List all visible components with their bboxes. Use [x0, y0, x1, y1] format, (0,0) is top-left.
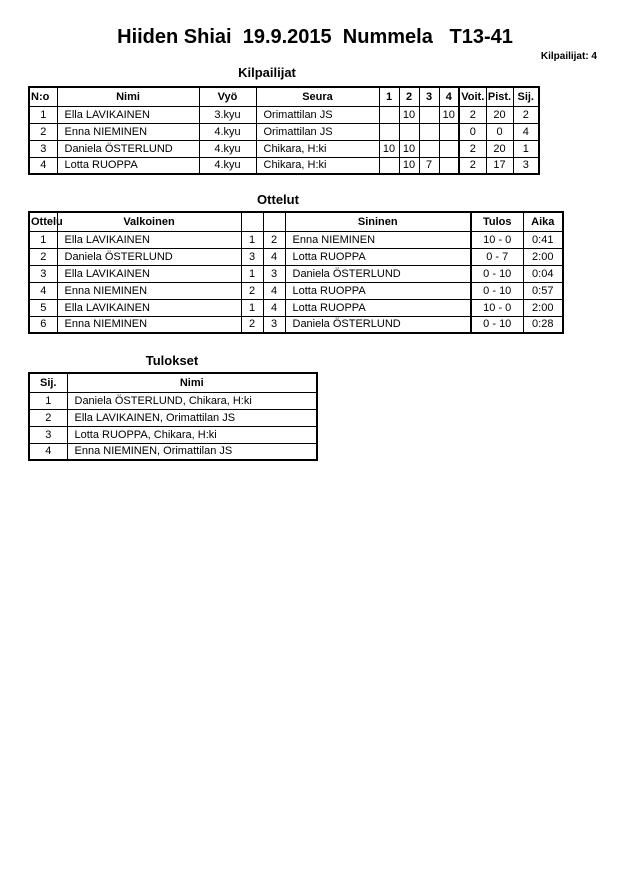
cell-no: 2 [29, 123, 57, 140]
cell-white-number: 2 [241, 282, 263, 299]
cell-round4: 10 [439, 106, 459, 123]
ottelut-row [29, 265, 563, 282]
cell-sij: 1 [513, 140, 539, 157]
cell-round4 [439, 140, 459, 157]
cell-valkoinen: Ella LAVIKAINEN [57, 265, 241, 282]
kilpailijat-section-heading: Kilpailijat [238, 65, 296, 80]
cell-voit: 2 [459, 140, 486, 157]
col-header-voit: Voit. [459, 87, 486, 106]
ottelut-row [29, 231, 563, 248]
col-header-valkoinen: Valkoinen [57, 212, 241, 231]
cell-sij: 4 [29, 443, 67, 460]
tulokset-row [29, 443, 317, 460]
cell-sij: 2 [29, 409, 67, 426]
ottelut-table [28, 211, 564, 334]
cell-nimi: Daniela ÖSTERLUND, Chikara, H:ki [67, 392, 317, 409]
cell-valkoinen: Daniela ÖSTERLUND [57, 248, 241, 265]
col-header-round4: 4 [439, 87, 459, 106]
col-header-aika: Aika [523, 212, 563, 231]
cell-ottelu: 3 [29, 265, 57, 282]
tulokset-row [29, 409, 317, 426]
col-header-round1: 1 [379, 87, 399, 106]
cell-sininen: Lotta RUOPPA [285, 299, 471, 316]
cell-sij: 3 [513, 157, 539, 174]
cell-no: 3 [29, 140, 57, 157]
ottelut-section-heading: Ottelut [257, 192, 299, 207]
cell-ottelu: 5 [29, 299, 57, 316]
cell-round1: 10 [379, 140, 399, 157]
cell-valkoinen: Enna NIEMINEN [57, 316, 241, 333]
kilpailijat-row [29, 140, 539, 157]
cell-sininen: Daniela ÖSTERLUND [285, 316, 471, 333]
competitors-count-label: Kilpailijat: 4 [540, 51, 597, 62]
col-header-round2: 2 [399, 87, 419, 106]
cell-aika: 2:00 [523, 248, 563, 265]
cell-ottelu: 1 [29, 231, 57, 248]
cell-nimi: Ella LAVIKAINEN [57, 106, 199, 123]
cell-tulos: 10 - 0 [471, 231, 523, 248]
cell-tulos: 0 - 7 [471, 248, 523, 265]
cell-blue-number: 4 [263, 282, 285, 299]
ottelut-row [29, 248, 563, 265]
kilpailijat-header-row [29, 87, 539, 106]
ottelut-header-row [29, 212, 563, 231]
cell-vyo: 4.kyu [199, 123, 256, 140]
cell-pist: 0 [486, 123, 513, 140]
cell-nimi: Lotta RUOPPA, Chikara, H:ki [67, 426, 317, 443]
cell-round3 [419, 106, 439, 123]
cell-white-number: 1 [241, 231, 263, 248]
cell-nimi: Enna NIEMINEN [57, 123, 199, 140]
kilpailijat-row [29, 123, 539, 140]
col-header-blue-number [263, 212, 285, 231]
ottelut-row [29, 282, 563, 299]
cell-blue-number: 3 [263, 265, 285, 282]
kilpailijat-row [29, 157, 539, 174]
cell-nimi: Lotta RUOPPA [57, 157, 199, 174]
cell-white-number: 2 [241, 316, 263, 333]
cell-valkoinen: Ella LAVIKAINEN [57, 231, 241, 248]
cell-voit: 2 [459, 106, 486, 123]
cell-blue-number: 3 [263, 316, 285, 333]
cell-aika: 0:04 [523, 265, 563, 282]
cell-voit: 0 [459, 123, 486, 140]
col-header-nimi: Nimi [57, 87, 199, 106]
cell-round2 [399, 123, 419, 140]
cell-vyo: 4.kyu [199, 157, 256, 174]
cell-tulos: 0 - 10 [471, 265, 523, 282]
cell-nimi: Daniela ÖSTERLUND [57, 140, 199, 157]
cell-round3 [419, 123, 439, 140]
col-header-sininen: Sininen [285, 212, 471, 231]
tulokset-row [29, 392, 317, 409]
col-header-tulos: Tulos [471, 212, 523, 231]
col-header-round3: 3 [419, 87, 439, 106]
col-header-ottelu: Ottelu [29, 212, 57, 231]
cell-valkoinen: Enna NIEMINEN [57, 282, 241, 299]
cell-blue-number: 4 [263, 248, 285, 265]
cell-pist: 17 [486, 157, 513, 174]
cell-white-number: 1 [241, 265, 263, 282]
cell-nimi: Enna NIEMINEN, Orimattilan JS [67, 443, 317, 460]
cell-round1 [379, 123, 399, 140]
cell-ottelu: 2 [29, 248, 57, 265]
cell-aika: 0:41 [523, 231, 563, 248]
col-header-sij: Sij. [29, 373, 67, 392]
cell-nimi: Ella LAVIKAINEN, Orimattilan JS [67, 409, 317, 426]
cell-sij: 1 [29, 392, 67, 409]
cell-blue-number: 4 [263, 299, 285, 316]
cell-pist: 20 [486, 140, 513, 157]
cell-round4 [439, 123, 459, 140]
cell-aika: 0:28 [523, 316, 563, 333]
cell-sij: 4 [513, 123, 539, 140]
col-header-white-number [241, 212, 263, 231]
kilpailijat-table [28, 86, 540, 175]
cell-aika: 2:00 [523, 299, 563, 316]
cell-round1 [379, 157, 399, 174]
cell-vyo: 4.kyu [199, 140, 256, 157]
col-header-sij: Sij. [513, 87, 539, 106]
cell-tulos: 10 - 0 [471, 299, 523, 316]
cell-pist: 20 [486, 106, 513, 123]
cell-valkoinen: Ella LAVIKAINEN [57, 299, 241, 316]
cell-voit: 2 [459, 157, 486, 174]
cell-round3 [419, 140, 439, 157]
cell-seura: Chikara, H:ki [256, 157, 379, 174]
cell-ottelu: 6 [29, 316, 57, 333]
cell-seura: Chikara, H:ki [256, 140, 379, 157]
cell-round2: 10 [399, 106, 419, 123]
cell-sininen: Lotta RUOPPA [285, 282, 471, 299]
cell-blue-number: 2 [263, 231, 285, 248]
tulokset-table [28, 372, 318, 461]
cell-sininen: Enna NIEMINEN [285, 231, 471, 248]
cell-no: 4 [29, 157, 57, 174]
kilpailijat-row [29, 106, 539, 123]
page-title: Hiiden Shiai 19.9.2015 Nummela T13-41 [117, 26, 513, 48]
ottelut-row [29, 316, 563, 333]
col-header-seura: Seura [256, 87, 379, 106]
cell-sininen: Daniela ÖSTERLUND [285, 265, 471, 282]
ottelut-row [29, 299, 563, 316]
cell-white-number: 3 [241, 248, 263, 265]
cell-round1 [379, 106, 399, 123]
col-header-nimi: Nimi [67, 373, 317, 392]
cell-round2: 10 [399, 140, 419, 157]
tulokset-header-row [29, 373, 317, 392]
cell-white-number: 1 [241, 299, 263, 316]
cell-tulos: 0 - 10 [471, 316, 523, 333]
cell-no: 1 [29, 106, 57, 123]
cell-sij: 2 [513, 106, 539, 123]
cell-round2: 10 [399, 157, 419, 174]
cell-round4 [439, 157, 459, 174]
cell-seura: Orimattilan JS [256, 123, 379, 140]
cell-tulos: 0 - 10 [471, 282, 523, 299]
cell-round3: 7 [419, 157, 439, 174]
cell-sij: 3 [29, 426, 67, 443]
cell-seura: Orimattilan JS [256, 106, 379, 123]
col-header-pist: Pist. [486, 87, 513, 106]
cell-ottelu: 4 [29, 282, 57, 299]
cell-vyo: 3.kyu [199, 106, 256, 123]
tulokset-row [29, 426, 317, 443]
tulokset-section-heading: Tulokset [145, 353, 199, 368]
cell-sininen: Lotta RUOPPA [285, 248, 471, 265]
col-header-vyo: Vyö [199, 87, 256, 106]
cell-aika: 0:57 [523, 282, 563, 299]
col-header-no: N:o [29, 87, 57, 106]
